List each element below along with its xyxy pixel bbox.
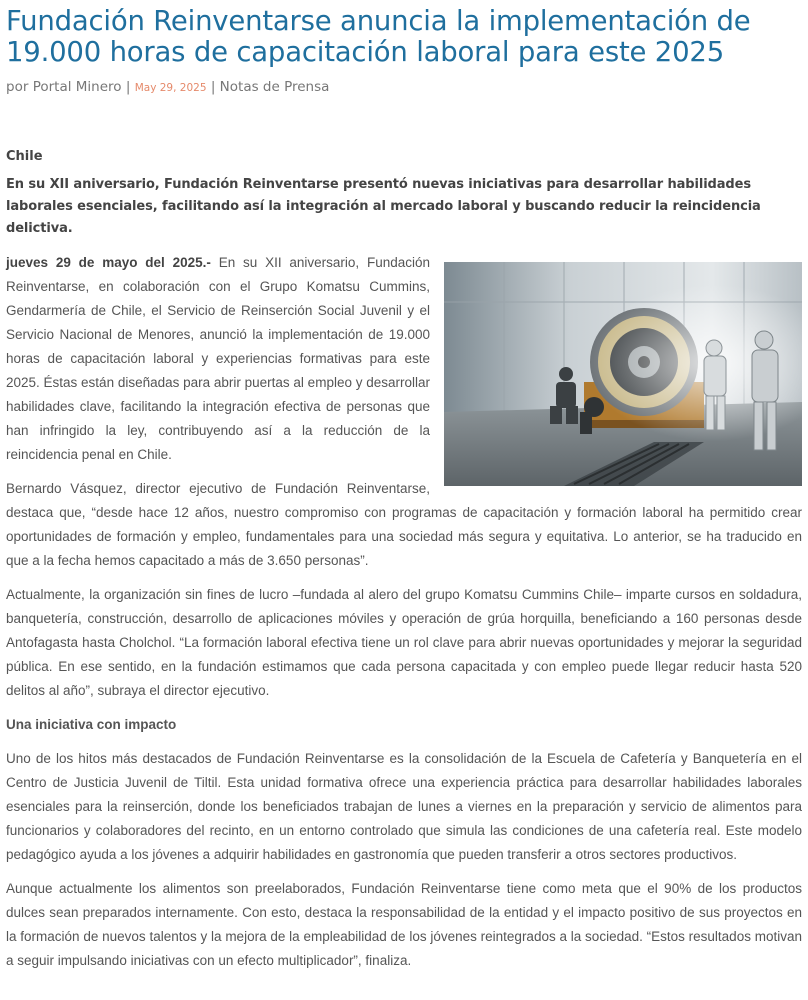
- country-label: Chile: [6, 149, 43, 164]
- paragraph: Bernardo Vásquez, director ejecutivo de Fundación Reinventarse, destaca que, “desde hace 12 años, nuestro compromiso con programas de capacitación y formación laboral ha permitido crear oportunidades de formación y empleo, fundamentales para una sociedad más segura y equitativa. Lo anterior, se ha traducido en que a la fecha hemos capacitado a más de 3.650 personas”.: [6, 481, 802, 568]
- article-photo: [444, 262, 802, 486]
- publish-date: May 29, 2025: [134, 82, 207, 94]
- article-meta: [6, 78, 802, 97]
- meta-separator: |: [210, 79, 216, 95]
- paragraph: Uno de los hitos más destacados de Fundación Reinventarse es la consolidación de la Escuela de Cafetería y Banquetería en el Centro de Justicia Juvenil de Tiltil. Esta unidad formativa ofrece una experiencia práctica para desarrollar habilidades laborales esenciales para la reinserción, donde los beneficiados trabajan de lunes a viernes en la preparación y servicio de alimentos para funcionarios y colaboradores del recinto, en un entorno controlado que simula las condiciones de una cafetería real. Este modelo pedagógico ayuda a los jóvenes a adquirir habilidades en gastronomía que pueden transferir a otros sectores productivos.: [6, 751, 802, 862]
- meta-separator: |: [125, 79, 131, 95]
- paragraph: Aunque actualmente los alimentos son preelaborados, Fundación Reinventarse tiene como meta que el 90% de los productos dulces sean preparados internamente. Con esto, destaca la responsabilidad de la entidad y el impacto positivo de sus proyectos en la formación de nuevos talentos y la mejora de la empleabilidad de los jóvenes reintegrados a la sociedad. “Estos resultados motivan a seguir impulsando iniciativas con un efecto multiplicador”, finaliza.: [6, 881, 802, 968]
- paragraph-text: En su XII aniversario, Fundación Reinventarse, en colaboración con el Grupo Komatsu Cummins, Gendarmería de Chile, el Servicio de Reinserción Social Juvenil y el Servicio Nacional de Menores, anunció la implementación de 19.000 horas de capacitación laboral y experiencias formativas para este 2025. Éstas están diseñadas para abrir puertas al empleo y desarrollar habilidades clave, facilitando la integración efectiva de personas que han infringido la ley, contribuyendo así a la reducción de la reincidencia penal en Chile.: [6, 255, 430, 462]
- author-link[interactable]: Portal Minero: [32, 79, 122, 95]
- section-subheading: Una iniciativa con impacto: [6, 717, 177, 732]
- category-link[interactable]: Notas de Prensa: [219, 79, 330, 95]
- article-body: [6, 251, 802, 973]
- meta-by: por: [6, 79, 29, 95]
- article-title: Fundación Reinventarse anuncia la implementación de 19.000 horas de capacitación laboral para este 2025: [6, 5, 751, 68]
- dateline: jueves 29 de mayo del 2025.-: [6, 255, 211, 270]
- paragraph: Actualmente, la organización sin fines de lucro –fundada al alero del grupo Komatsu Cummins Chile– imparte cursos en soldadura, banquetería, construcción, desarrollo de aplicaciones móviles y operación de grúa horquilla, beneficiando a 160 personas desde Antofagasta hasta Cholchol. “La formación laboral efectiva tiene un rol clave para abrir nuevas oportunidades y mejorar la seguridad pública. En ese sentido, en la fundación estimamos que cada persona capacitada y con empleo puede llegar reducir hasta 520 delitos al año”, subraya el director ejecutivo.: [6, 587, 802, 698]
- article-lead: En su XII aniversario, Fundación Reinventarse presentó nuevas iniciativas para desarrollar habilidades laborales esenciales, facilitando así la integración al mercado laboral y buscando reducir la reincidencia delictiva.: [6, 177, 761, 236]
- workshop-photo-illustration: [444, 262, 802, 486]
